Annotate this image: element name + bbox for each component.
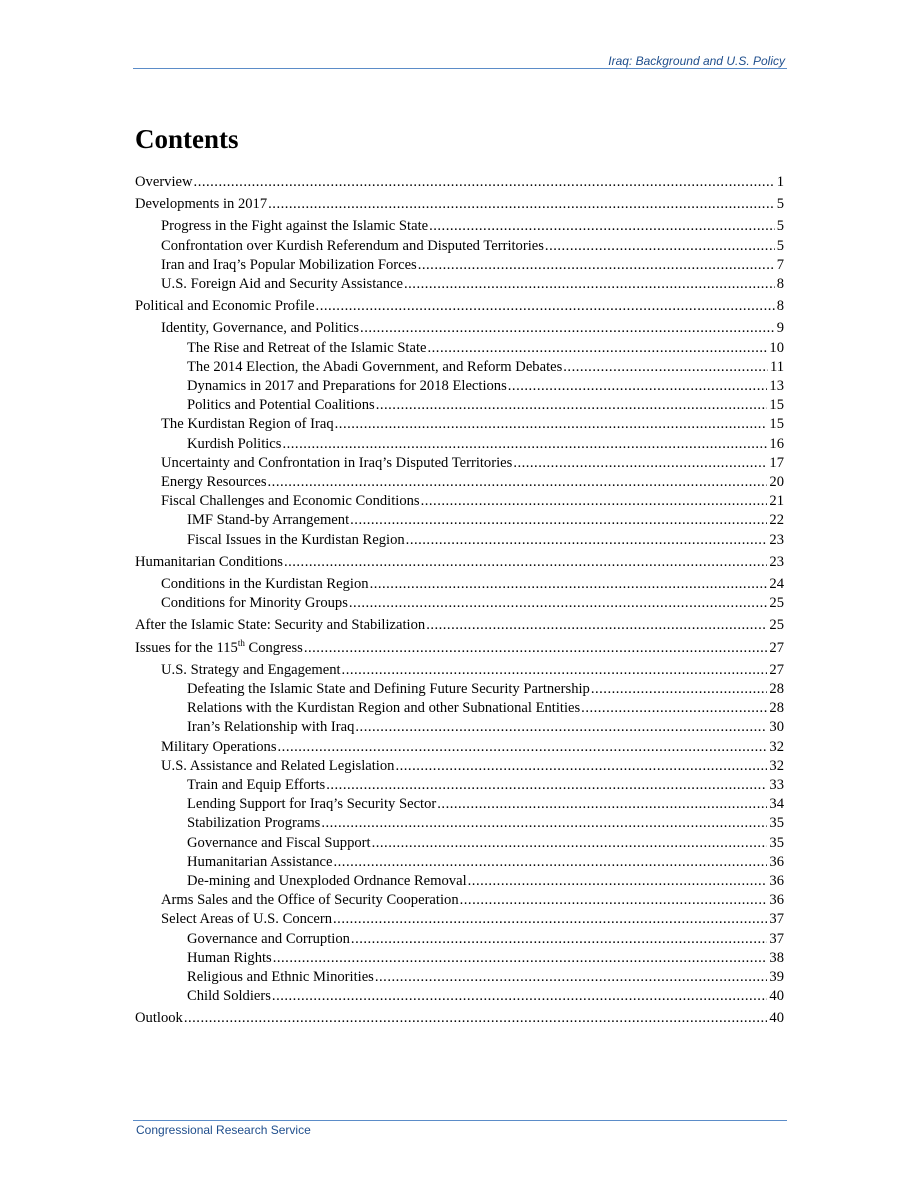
toc-entry[interactable]	[187, 680, 784, 699]
toc-entry-title-text: Stabilization Programs	[187, 815, 321, 832]
toc-entry-title	[187, 396, 375, 415]
toc-entry-title-text: Political and Economic Profile	[135, 298, 315, 315]
running-header: Iraq: Background and U.S. Policy	[608, 54, 785, 68]
toc-leader-dots	[321, 814, 767, 833]
toc-leader-dots	[426, 616, 767, 635]
toc-entry-title	[187, 853, 333, 872]
header-rule	[133, 68, 787, 69]
toc-entry[interactable]	[161, 738, 784, 757]
toc-page-number: 8	[776, 298, 784, 315]
toc-leader-dots	[335, 415, 768, 434]
toc-page-number: 25	[769, 595, 784, 612]
toc-page-number: 5	[776, 237, 784, 254]
toc-entry[interactable]	[187, 853, 784, 872]
toc-entry-title	[187, 930, 350, 949]
toc-leader-dots	[184, 1009, 768, 1028]
toc-entry[interactable]	[161, 492, 784, 511]
toc-page-number: 36	[769, 873, 784, 889]
toc-page-number: 37	[769, 930, 784, 947]
toc-page-number: 27	[769, 661, 784, 678]
toc-page-number: 32	[769, 757, 784, 774]
toc-entry-title-text: De-mining and Unexploded Ordnance Removal	[187, 873, 467, 889]
toc-entry-title-text: Iran’s Relationship with Iraq	[187, 719, 355, 736]
toc-entry-title-text: The Rise and Retreat of the Islamic State	[187, 339, 427, 356]
toc-entry[interactable]	[161, 454, 784, 473]
toc-leader-dots	[268, 473, 768, 492]
toc-page-number: 5	[776, 218, 784, 235]
toc-entry-title	[161, 473, 267, 492]
toc-entry-title-text: After the Islamic State: Security and Stabilization	[135, 617, 426, 634]
toc-entry-title	[187, 968, 374, 987]
toc-page-number: 35	[769, 834, 784, 851]
toc-page-number: 40	[769, 1010, 784, 1027]
toc-entry-title	[187, 795, 436, 814]
toc-entry[interactable]	[135, 1009, 784, 1028]
toc-entry-title-text: Politics and Potential Coalitions	[187, 397, 375, 414]
toc-entry-title-text: Humanitarian Assistance	[187, 853, 333, 870]
toc-entry-title-text: Overview	[135, 174, 193, 190]
toc-page-number: 40	[769, 988, 784, 1005]
toc-entry[interactable]	[187, 339, 784, 358]
toc-leader-dots	[351, 930, 767, 949]
toc-leader-dots	[513, 454, 767, 473]
toc-entry[interactable]	[161, 661, 784, 680]
toc-entry-title	[135, 195, 267, 214]
toc-page-number: 24	[769, 576, 784, 592]
toc-entry-title	[187, 699, 580, 718]
toc-page-number: 36	[769, 853, 784, 870]
toc-entry-title-text: Governance and Fiscal Support	[187, 834, 371, 851]
toc-entry-title	[161, 891, 459, 910]
toc-entry[interactable]	[135, 553, 784, 572]
toc-entry-title	[161, 237, 544, 256]
toc-entry-title-text: U.S. Strategy and Engagement	[161, 661, 341, 678]
toc-page-number: 21	[769, 493, 784, 510]
toc-entry-title-text: Conditions for Minority Groups	[161, 595, 348, 612]
toc-entry-title	[161, 575, 369, 594]
toc-leader-dots	[545, 237, 775, 256]
toc-entry[interactable]	[187, 531, 784, 550]
toc-leader-dots	[406, 531, 768, 550]
toc-entry-title	[135, 173, 193, 192]
toc-page-number: 7	[776, 256, 784, 273]
toc-leader-dots	[468, 872, 768, 891]
toc-entry[interactable]	[187, 396, 784, 415]
toc-entry[interactable]	[187, 718, 784, 737]
toc-entry-title	[161, 492, 420, 511]
toc-leader-dots	[437, 795, 767, 814]
toc-entry[interactable]	[135, 173, 784, 192]
toc-entry-title-text: Humanitarian Conditions	[135, 553, 283, 570]
toc-leader-dots	[429, 217, 775, 236]
toc-entry[interactable]	[187, 814, 784, 833]
toc-entry[interactable]	[187, 699, 784, 718]
toc-page-number: 36	[769, 892, 784, 909]
toc-entry-title	[161, 275, 403, 294]
toc-page-number: 38	[769, 949, 784, 966]
toc-entry-title	[161, 319, 359, 338]
toc-leader-dots	[372, 834, 768, 853]
toc-entry-title-text: Train and Equip Efforts	[187, 777, 326, 793]
toc-entry-title-text: Child Soldiers	[187, 988, 271, 1005]
toc-entry[interactable]	[161, 910, 784, 929]
toc-entry-title	[135, 639, 303, 658]
toc-entry-title	[135, 297, 315, 316]
toc-leader-dots	[460, 891, 768, 910]
toc-entry[interactable]	[161, 237, 784, 256]
toc-entry-title	[161, 454, 512, 473]
toc-entry-title-text: Confrontation over Kurdish Referendum and Disputed Territories	[161, 237, 544, 254]
toc-leader-dots	[273, 949, 768, 968]
toc-entry-title	[187, 718, 354, 737]
toc-entry[interactable]	[187, 435, 784, 454]
toc-page-number: 10	[769, 339, 784, 356]
toc-page-number: 9	[776, 320, 784, 337]
toc-entry[interactable]	[187, 377, 784, 396]
toc-entry-title-text: Progress in the Fight against the Islamic State	[161, 218, 429, 235]
toc-page-number: 35	[769, 815, 784, 832]
toc-entry-title	[135, 1009, 183, 1028]
toc-entry-title	[187, 358, 562, 377]
toc-page-number: 23	[769, 531, 784, 548]
toc-entry-title-text: Conditions in the Kurdistan Region	[161, 576, 369, 592]
toc-leader-dots	[375, 968, 768, 987]
toc-leader-dots	[404, 275, 775, 294]
toc-page-number: 33	[769, 777, 784, 793]
toc-entry-title-text: Religious and Ethnic Minorities	[187, 969, 374, 985]
footer-rule	[133, 1120, 787, 1121]
toc-page-number: 30	[769, 719, 784, 736]
toc-entry[interactable]	[161, 415, 784, 434]
toc-entry-title	[161, 217, 428, 236]
toc-page-number: 5	[776, 196, 784, 213]
toc-leader-dots	[284, 553, 767, 572]
toc-entry-title	[161, 661, 341, 680]
toc-entry[interactable]	[161, 256, 784, 275]
toc-leader-dots	[304, 639, 768, 658]
toc-entry-title-text: The Kurdistan Region of Iraq	[161, 416, 334, 433]
toc-entry-title	[187, 511, 349, 530]
toc-entry[interactable]	[161, 594, 784, 613]
toc-page-number: 39	[769, 969, 784, 985]
toc-entry-title-text: Lending Support for Iraq’s Security Sector	[187, 796, 437, 813]
toc-page-number: 20	[769, 474, 784, 490]
toc-entry-title-text: Governance and Corruption	[187, 930, 350, 947]
toc-entry-title-text: IMF Stand-by Arrangement	[187, 512, 350, 529]
toc-entry[interactable]	[187, 987, 784, 1006]
toc-entry[interactable]	[187, 968, 784, 987]
toc-leader-dots	[194, 173, 775, 192]
toc-entry[interactable]	[161, 275, 784, 294]
toc-leader-dots	[563, 358, 768, 377]
toc-leader-dots	[355, 718, 767, 737]
toc-entry-title-text: Energy Resources	[161, 474, 267, 490]
toc-entry-title	[135, 553, 283, 572]
toc-page-number: 15	[769, 416, 784, 433]
toc-entry-title-text: Military Operations	[161, 738, 277, 755]
toc-entry-title	[187, 377, 507, 396]
toc-entry-title-text: Developments in 2017	[135, 196, 268, 213]
toc-entry-title	[187, 776, 325, 795]
footer-organization: Congressional Research Service	[136, 1123, 311, 1137]
toc-entry[interactable]	[187, 930, 784, 949]
toc-leader-dots	[421, 492, 768, 511]
toc-entry-title	[161, 256, 417, 275]
toc-leader-dots	[508, 377, 768, 396]
toc-page-number: 27	[769, 639, 784, 656]
toc-entry-title	[187, 872, 467, 891]
toc-entry[interactable]	[187, 511, 784, 530]
toc-leader-dots	[350, 511, 767, 530]
toc-leader-dots	[376, 396, 768, 415]
toc-entry-title	[187, 834, 371, 853]
toc-page-number: 23	[769, 553, 784, 570]
toc-entry-title-text: Issues for the 115	[135, 639, 238, 656]
toc-entry-title	[187, 531, 405, 550]
toc-page-number: 1	[776, 174, 784, 190]
toc-entry-title	[161, 738, 277, 757]
toc-entry-title	[161, 415, 334, 434]
toc-entry[interactable]	[161, 473, 784, 492]
toc-leader-dots	[581, 699, 767, 718]
toc-leader-dots	[360, 319, 775, 338]
toc-entry-title-text: Identity, Governance, and Politics	[161, 320, 360, 337]
toc-entry[interactable]	[135, 195, 784, 214]
toc-entry-title-text: U.S. Foreign Aid and Security Assistance	[161, 276, 403, 292]
toc-entry[interactable]	[187, 949, 784, 968]
toc-entry-title	[161, 757, 394, 776]
toc-entry-title	[161, 594, 348, 613]
toc-page-number: 17	[769, 454, 784, 471]
toc-leader-dots	[268, 195, 775, 214]
toc-entry-title	[161, 910, 332, 929]
toc-page-number: 11	[769, 358, 784, 375]
toc-page-number: 16	[769, 435, 784, 452]
toc-leader-dots	[370, 575, 768, 594]
toc-entry-title-text: Kurdish Politics	[187, 435, 282, 452]
toc-page-number: 37	[769, 911, 784, 928]
toc-leader-dots	[316, 297, 775, 316]
toc-page-number: 22	[769, 512, 784, 529]
toc-entry-title-suffix: Congress	[244, 639, 303, 656]
toc-entry-title-text: The 2014 Election, the Abadi Government, and Reform Debates	[187, 358, 563, 375]
toc-leader-dots	[428, 339, 768, 358]
toc-entry-title	[187, 435, 281, 454]
toc-entry[interactable]	[135, 639, 784, 658]
toc-entry-title-text: Fiscal Challenges and Economic Conditions	[161, 493, 420, 510]
toc-entry[interactable]	[161, 891, 784, 910]
toc-entry[interactable]	[187, 872, 784, 891]
toc-page-number: 34	[769, 796, 784, 813]
toc-entry-title	[135, 616, 425, 635]
toc-leader-dots	[334, 853, 768, 872]
toc-entry[interactable]	[187, 358, 784, 377]
toc-entry[interactable]	[161, 575, 784, 594]
toc-entry-title	[187, 814, 320, 833]
toc-entry-title	[187, 949, 272, 968]
toc-entry[interactable]	[161, 217, 784, 236]
toc-leader-dots	[342, 661, 768, 680]
toc-entry[interactable]	[161, 319, 784, 338]
toc-leader-dots	[272, 987, 767, 1006]
toc-entry-title-text: Select Areas of U.S. Concern	[161, 911, 333, 928]
toc-leader-dots	[282, 435, 767, 454]
toc-page-number: 15	[769, 397, 784, 414]
toc-entry[interactable]	[187, 795, 784, 814]
toc-page-number: 28	[769, 681, 784, 697]
toc-entry[interactable]	[161, 757, 784, 776]
toc-page-number: 8	[776, 276, 784, 292]
toc-leader-dots	[349, 594, 768, 613]
toc-entry-title-text: Outlook	[135, 1010, 183, 1027]
toc-entry-title-text: Fiscal Issues in the Kurdistan Region	[187, 531, 405, 548]
toc-leader-dots	[418, 256, 775, 275]
toc-entry-title-text: Relations with the Kurdistan Region and other Subnational Entities	[187, 700, 581, 717]
toc-page-number: 32	[769, 738, 784, 755]
contents-title: Contents	[135, 124, 239, 154]
toc-entry[interactable]	[187, 776, 784, 795]
toc-entry-title-text: U.S. Assistance and Related Legislation	[161, 757, 395, 774]
toc-leader-dots	[278, 738, 768, 757]
toc-entry-title	[187, 680, 590, 699]
toc-entry-title-text: Dynamics in 2017 and Preparations for 2018 Elections	[187, 378, 507, 394]
toc-entry-title	[187, 987, 271, 1006]
toc-page-number: 13	[769, 378, 784, 394]
toc-page-number: 25	[769, 617, 784, 634]
toc-page-number: 28	[769, 700, 784, 717]
toc-entry-title-text: Defeating the Islamic State and Defining Future Security Partnership	[187, 681, 590, 697]
toc-leader-dots	[591, 680, 768, 699]
toc-entry-title-text: Human Rights	[187, 949, 272, 966]
toc-leader-dots	[326, 776, 767, 795]
toc-entry-title-text: Arms Sales and the Office of Security Cooperation	[161, 892, 459, 909]
toc-entry[interactable]	[135, 297, 784, 316]
toc-leader-dots	[333, 910, 767, 929]
toc-leader-dots	[395, 757, 767, 776]
toc-entry-title-superscript: th	[237, 638, 245, 648]
toc-entry[interactable]	[135, 616, 784, 635]
toc-entry[interactable]	[187, 834, 784, 853]
toc-entry-title	[187, 339, 427, 358]
toc-entry-title-text: Iran and Iraq’s Popular Mobilization Forces	[161, 256, 417, 273]
toc-entry-title-text: Uncertainty and Confrontation in Iraq’s Disputed Territories	[161, 454, 513, 471]
